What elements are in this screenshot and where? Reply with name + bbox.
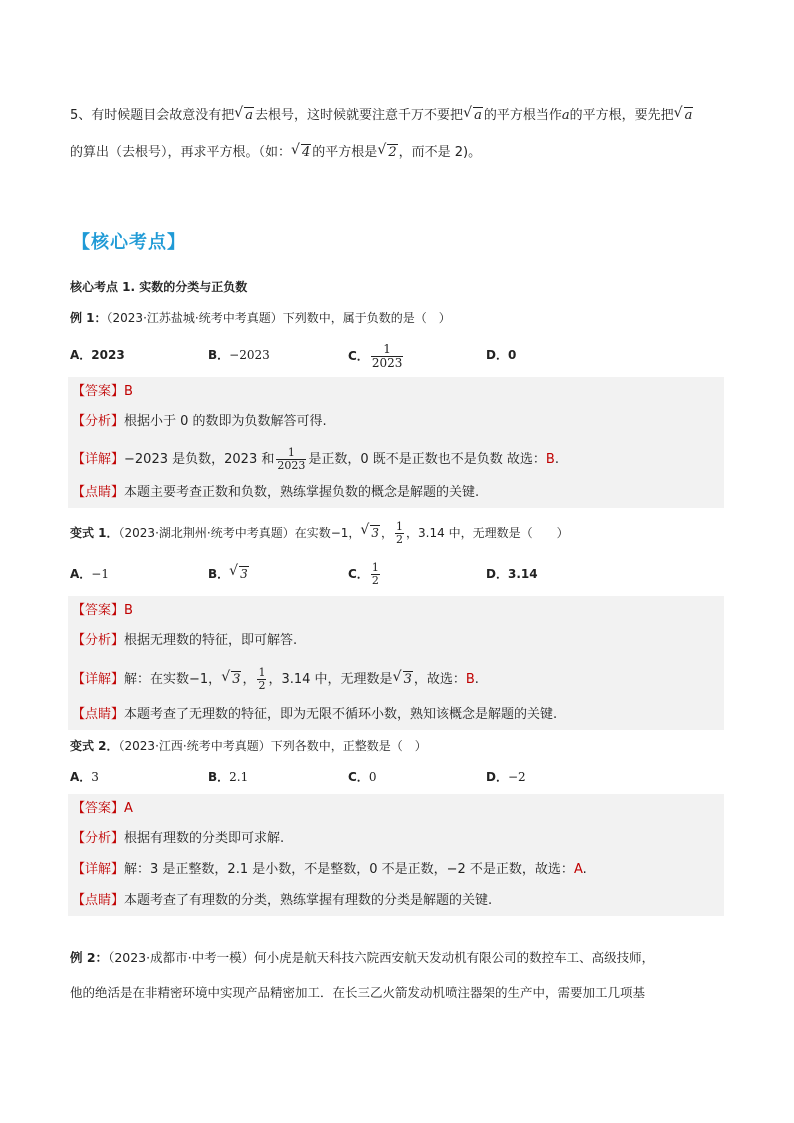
choice-d: D．0: [486, 348, 517, 362]
comment-row: 【点睛】本题考查了无理数的特征，即为无限不循环小数，熟知该概念是解题的关键.: [68, 700, 724, 730]
comment-row: 【点睛】本题考查了有理数的分类，熟练掌握有理数的分类是解题的关键.: [68, 886, 724, 916]
answer-row: 【答案】B: [68, 596, 724, 626]
intro-text: 的平方根，要先把: [569, 108, 674, 123]
example-label: 例 1：: [70, 311, 107, 325]
analysis-row: 【分析】根据小于 0 的数即为负数解答可得.: [68, 407, 724, 437]
comment-row: 【点睛】本题主要考查正数和负数，熟练掌握负数的概念是解题的关键.: [68, 478, 724, 508]
choice-b: B．−2023: [208, 348, 270, 362]
choice-a: A．−1: [70, 567, 109, 581]
intro-line-2: [70, 143, 724, 163]
choice-d: D．−2: [486, 770, 526, 784]
example-2-line-1: 例 2：（2023·成都市·中考一模）何小虎是航天科技六院西安航天发动机有限公司的数控车工、高级技师，: [70, 950, 655, 965]
example-1-choices: [70, 342, 724, 370]
question-text: （2023·江苏盐城·统考中考真题）下列数中，属于负数的是（ ）: [106, 311, 451, 325]
intro-text: 的平方根是: [312, 145, 378, 160]
analysis-row: 【分析】根据有理数的分类即可求解.: [68, 824, 724, 854]
intro-text: ，而不是 2)。: [398, 145, 482, 160]
variant-2-choices: [70, 765, 724, 789]
variant-1-choices: [70, 562, 724, 586]
variant-2-question: 变式 2．（2023·江西·统考中考真题）下列各数中，正整数是（ ）: [70, 739, 427, 753]
italic-a: a: [561, 108, 570, 123]
answer-row: 【答案】B: [68, 377, 724, 407]
sqrt-4: √ 4: [292, 143, 311, 163]
sqrt-a: √ a: [235, 106, 254, 126]
detail-row: 【详解】−2023 是负数，2023 和 $\frac{1}{2023}$ 是正数，0 既不是正数也不是负数 故选：B.: [68, 437, 724, 478]
sqrt-2: √ 2: [378, 143, 397, 163]
choice-b: B．2.1: [208, 770, 249, 784]
intro-text: 5、有时候题目会故意没有把: [70, 108, 235, 123]
example-1-question: [70, 308, 724, 328]
sqrt-3: √ 3: [230, 562, 249, 586]
detail-row: 【详解】解：在实数−1，√ 3 ， $\frac{1}{2}$ ，3.14 中，无理数是√ 3 ，故选：B.: [68, 656, 724, 700]
choice-a: A．2023: [70, 348, 125, 362]
choice-c: C． $\frac{1}{2023}$: [348, 342, 403, 370]
choice-a: A．3: [70, 770, 99, 784]
answer-row: 【答案】A: [68, 794, 724, 824]
intro-text: 的平方根当作: [483, 108, 562, 123]
choice-d: D．3.14: [486, 567, 538, 581]
variant-1-question: 变式 1．（2023·湖北荆州·统考中考真题）在实数−1，√ 3 ， $\frac{1}{2}$ ，3.14 中，无理数是（ ）: [70, 521, 724, 546]
intro-text: 的算出（去根号），再求平方根。（如：: [70, 145, 292, 160]
sqrt-a: √ a: [464, 106, 483, 126]
choice-b: B．√ 3: [208, 562, 250, 586]
intro-text: 去根号，这时候就要注意千万不要把: [255, 108, 464, 123]
sqrt-a: √ a: [675, 106, 694, 126]
variant-label: 变式 1．: [70, 526, 119, 540]
example-label: 例 2：: [70, 950, 109, 965]
section-title: 【核心考点】: [72, 232, 186, 253]
variant-label: 变式 2．: [70, 739, 119, 753]
detail-row: 【详解】解：3 是正整数，2.1 是小数，不是整数，0 不是正数，−2 不是正数，故选：A.: [68, 854, 724, 886]
sqrt-3: √ 3: [361, 523, 380, 543]
choice-c: C．0: [348, 770, 377, 784]
core-point-heading: 核心考点 1. 实数的分类与正负数: [70, 280, 248, 294]
choice-c: C． $\frac{1}{2}$: [348, 561, 379, 587]
analysis-row: 【分析】根据无理数的特征，即可解答.: [68, 626, 724, 656]
example-2-line-2: 他的绝活是在非精密环境中实现产品精密加工．在长三乙火箭发动机喷注器架的生产中，需要加工几项基: [70, 985, 646, 1000]
intro-line-1: [70, 106, 724, 126]
